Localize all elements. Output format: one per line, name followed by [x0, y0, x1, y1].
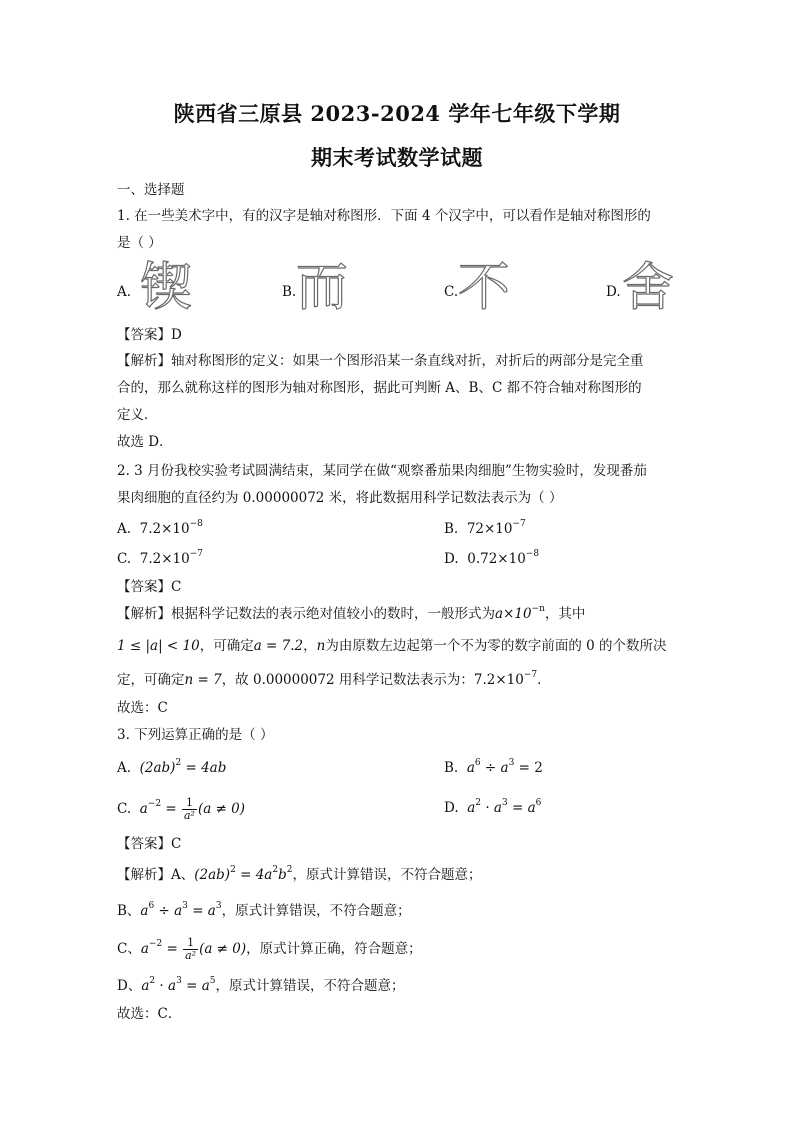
q3-option-c-math: =: [161, 801, 181, 817]
q2-analysis-line3: [117, 671, 551, 691]
q2-option-b-base: 72×10: [466, 521, 513, 537]
q3-option-d-math: a: [467, 800, 476, 816]
q3-analysis-math: a: [140, 941, 149, 957]
q3-analysis-exponent: 2: [149, 976, 156, 986]
q3-option-c-label: C.: [117, 801, 132, 817]
q1-stem-line1: 1. 在一些美术字中，有的汉字是轴对称图形．下面 4 个汉字中，可以看作是轴对称图形的: [117, 208, 651, 224]
q2-analysis-line2: [117, 637, 667, 655]
q3-option-b-math: ÷ a: [480, 760, 509, 776]
q2-option-d-exponent: −8: [525, 549, 540, 559]
q2-analysis-exponent: −n: [531, 604, 545, 614]
q3-option-c-fraction: [182, 797, 197, 822]
q1-analysis-line1: 【解析】轴对称图形的定义：如果一个图形沿某一条直线对折，对折后的两部分是完全重: [117, 353, 644, 369]
q2-option-a: [117, 520, 203, 540]
q3-analysis-text: ，原式计算错误，不符合题意；: [215, 978, 405, 994]
document-title-line2: 期末考试数学试题: [311, 145, 483, 170]
q2-option-a-base: 7.2×10: [139, 521, 190, 537]
q2-conclusion: 故选：C: [117, 700, 168, 716]
document-title-line1: 陕西省三原县 2023-2024 学年七年级下学期: [173, 101, 621, 126]
q2-option-c: [117, 550, 203, 570]
q3-option-d: [444, 799, 541, 819]
q2-analysis-line1: [117, 605, 585, 625]
q2-option-d-label: D.: [444, 551, 459, 567]
q2-analysis-math: n = 7: [184, 672, 222, 688]
q1-analysis-line3: 定义．: [117, 407, 158, 423]
q2-option-b-label: B.: [444, 521, 459, 537]
q2-option-a-exponent: −8: [189, 519, 203, 529]
q3-option-b-label: B.: [444, 760, 459, 776]
q3-option-c-condition: (a ≠ 0): [197, 801, 246, 817]
q3-option-b-math: = 2: [514, 760, 543, 776]
q2-option-a-label: A.: [117, 521, 132, 537]
q2-option-c-exponent: −7: [189, 549, 203, 559]
q3-analysis-text: D、: [117, 978, 142, 994]
q1-option-a-label: A.: [117, 284, 132, 300]
q3-analysis-exponent: 2: [272, 865, 279, 875]
q2-analysis-text: 定，可确定: [117, 672, 185, 688]
q3-option-a: [117, 759, 226, 779]
q3-analysis-fraction: [183, 937, 198, 962]
q3-option-a-math: (2ab): [139, 760, 176, 776]
q3-analysis-exponent: 3: [176, 976, 182, 986]
q1-option-c-label: C.: [444, 284, 459, 300]
q3-analysis-math: = a: [181, 978, 210, 994]
q2-option-b: [444, 520, 526, 540]
q2-analysis-text: ，故 0.00000072 用科学记数法表示为：: [221, 672, 474, 688]
q1-option-d-character: 舍: [622, 258, 675, 318]
q3-option-d-exponent: 3: [501, 798, 508, 808]
q2-analysis-math: a = 7.2: [253, 638, 304, 654]
fraction-denominator: a²: [185, 949, 197, 962]
q3-analysis-d: [117, 977, 404, 997]
q3-analysis-exponent: 3: [215, 901, 222, 911]
q3-option-b: [444, 759, 543, 779]
q2-stem-line2: 果肉细胞的直径约为 0.00000072 米，将此数据用科学记数法表示为（ ）: [117, 490, 563, 506]
q3-analysis-exponent: 5: [209, 976, 216, 986]
q3-analysis-text: ，原式计算错误，不符合题意；: [221, 903, 411, 919]
q1-analysis-line2: 合的，那么就称这样的图形为轴对称图形，据此可判断 A、B、C 都不符合轴对称图形的: [117, 380, 642, 396]
q2-option-b-exponent: −7: [512, 519, 526, 529]
q3-option-b-exponent: 6: [474, 758, 481, 768]
section-heading: 一、选择题: [117, 182, 185, 198]
q3-analysis-math: · a: [155, 978, 177, 994]
q3-option-d-math: · a: [481, 800, 502, 816]
q2-answer: 【答案】C: [117, 579, 182, 595]
q3-option-c-math: a: [139, 801, 148, 817]
fraction-numerator: 1: [182, 797, 197, 810]
q3-analysis-math: (2ab): [194, 867, 231, 883]
q3-option-a-exponent: 2: [175, 758, 182, 768]
q3-analysis-exponent: 2: [286, 865, 293, 875]
q2-option-c-label: C.: [117, 551, 132, 567]
q3-analysis-text: B、: [117, 903, 141, 919]
q2-analysis-exponent: −7: [523, 670, 538, 680]
q3-option-d-label: D.: [444, 800, 459, 816]
q1-stem-line2: 是（ ）: [117, 235, 162, 251]
q3-analysis-exponent: −2: [148, 939, 163, 949]
q1-answer: 【答案】D: [117, 327, 182, 343]
q2-analysis-text: ，其中: [544, 606, 586, 622]
q1-conclusion: 故选 D．: [117, 434, 173, 450]
q3-analysis-text: ，原式计算错误，不符合题意；: [292, 867, 482, 883]
fraction-denominator: a²: [183, 809, 195, 822]
q3-analysis-text: ，原式计算正确，符合题意；: [246, 941, 422, 957]
q1-option-b-label: B.: [282, 284, 297, 300]
q2-analysis-text: 为由原数左边起第一个不为零的数字前面的 0 的个数所决: [325, 638, 667, 654]
q2-option-d-base: 0.72×10: [467, 551, 526, 567]
q3-analysis-c: [117, 937, 422, 962]
q2-analysis-math: 1 ≤ |a| < 10: [117, 638, 200, 654]
q3-analysis-text: 【解析】A、: [117, 867, 195, 883]
q3-analysis-math: ÷ a: [154, 903, 183, 919]
q3-analysis-math: b: [278, 867, 287, 883]
q3-analysis-exponent: 6: [148, 901, 155, 911]
q3-analysis-math: =: [162, 941, 183, 957]
q3-conclusion: 故选：C．: [117, 1006, 182, 1022]
q1-option-a-character: 锲: [140, 258, 193, 318]
q3-option-d-exponent: 2: [475, 798, 482, 808]
q1-option-d-label: D.: [606, 284, 621, 300]
q3-analysis-math: = 4a: [235, 867, 273, 883]
q1-option-b-character: 而: [296, 258, 349, 318]
fraction-numerator: 1: [183, 937, 198, 950]
q3-analysis-b: [117, 902, 411, 922]
q3-option-c-exponent: −2: [147, 799, 162, 809]
q2-analysis-text: ．: [537, 672, 551, 688]
q3-analysis-exponent: 3: [182, 901, 188, 911]
q3-option-b-math: a: [466, 760, 475, 776]
q3-option-a-label: A.: [117, 760, 132, 776]
q3-answer: 【答案】C: [117, 836, 182, 852]
q3-analysis-a: [117, 866, 481, 886]
q3-analysis-math: = a: [187, 903, 216, 919]
q3-analysis-exponent: 2: [230, 865, 236, 875]
q3-option-c: [117, 797, 245, 822]
q3-analysis-text: C、: [117, 941, 141, 957]
q3-option-b-exponent: 3: [508, 758, 515, 768]
q3-option-a-math: = 4ab: [181, 760, 227, 776]
q2-analysis-text: 【解析】根据科学记数法的表示绝对值较小的数时，一般形式为: [117, 606, 495, 622]
q3-option-d-exponent: 6: [535, 798, 542, 808]
q2-analysis-math: n: [316, 638, 326, 654]
q3-analysis-condition: (a ≠ 0): [199, 941, 247, 957]
q2-analysis-math: 7.2×10: [473, 672, 524, 688]
q2-option-d: [444, 550, 539, 570]
q3-option-d-math: = a: [507, 800, 536, 816]
q3-analysis-math: a: [141, 978, 150, 994]
q2-analysis-math: a×10: [495, 606, 532, 622]
q3-analysis-math: a: [140, 903, 149, 919]
q1-option-c-character: 不: [458, 258, 511, 318]
q2-stem-line1: 2. 3 月份我校实验考试圆满结束，某同学在做“观察番茄果肉细胞”生物实验时，发现番茄: [117, 463, 647, 479]
q3-stem: 3. 下列运算正确的是（ ）: [117, 727, 274, 743]
q2-analysis-text: ，: [303, 638, 317, 654]
q2-option-c-base: 7.2×10: [139, 551, 190, 567]
q2-analysis-text: ，可确定: [199, 638, 254, 654]
